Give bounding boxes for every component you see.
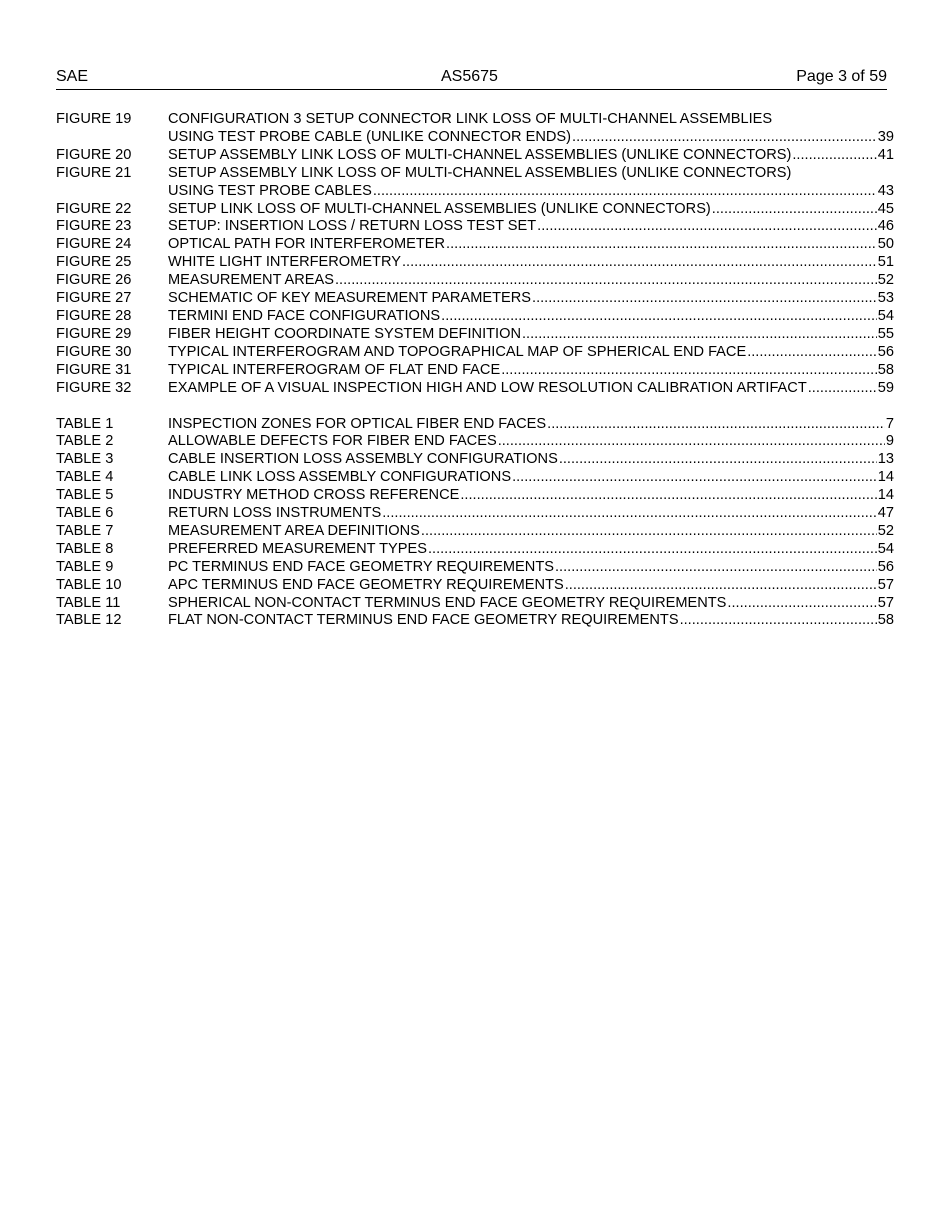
table-entry-label: TABLE 9 — [56, 558, 114, 575]
table-entry-page-number: 14 — [877, 469, 894, 486]
dot-leader — [572, 129, 877, 147]
figure-entry-page-number: 50 — [877, 236, 894, 253]
table-entry-label: TABLE 2 — [56, 433, 114, 450]
dot-leader — [335, 272, 877, 290]
figure-entry[interactable] — [56, 147, 894, 165]
table-entry[interactable] — [56, 451, 894, 469]
header-org: SAE — [56, 68, 89, 85]
figure-entry-title: SETUP: INSERTION LOSS / RETURN LOSS TEST SET — [168, 218, 537, 235]
table-entry-page-number: 58 — [877, 612, 894, 629]
table-entry-page-number: 57 — [877, 594, 894, 611]
figure-entry-page-number: 43 — [877, 182, 894, 199]
figure-entry-page-number: 54 — [877, 307, 894, 324]
table-entry-label: TABLE 6 — [56, 505, 114, 522]
figure-entry-title: MEASUREMENT AREAS — [168, 272, 334, 289]
figure-entry-title: TERMINI END FACE CONFIGURATIONS — [168, 307, 441, 324]
table-entry-title: SPHERICAL NON-CONTACT TERMINUS END FACE GEOMETRY REQUIREMENTS — [168, 594, 727, 611]
figure-entry-label: FIGURE 32 — [56, 379, 132, 396]
figure-entry-title: TYPICAL INTERFEROGRAM OF FLAT END FACE — [168, 361, 501, 378]
figure-entry-title: OPTICAL PATH FOR INTERFEROMETER — [168, 236, 446, 253]
figure-entry-label: FIGURE 26 — [56, 272, 132, 289]
table-entry-page-number: 13 — [877, 451, 894, 468]
table-entry[interactable] — [56, 559, 894, 577]
dot-leader — [712, 201, 877, 219]
dot-leader — [498, 433, 885, 451]
figure-entry-title: TYPICAL INTERFEROGRAM AND TOPOGRAPHICAL MAP OF SPHERICAL END FACE — [168, 343, 747, 360]
table-entry[interactable] — [56, 541, 894, 559]
figure-entry[interactable] — [56, 326, 894, 344]
figure-entry[interactable] — [56, 380, 894, 398]
table-entry-title: MEASUREMENT AREA DEFINITIONS — [168, 522, 420, 539]
table-entry[interactable] — [56, 505, 894, 523]
figure-entry[interactable] — [56, 201, 894, 219]
figure-entry-label: FIGURE 21 — [56, 164, 132, 181]
table-entry-label: TABLE 5 — [56, 487, 114, 504]
dot-leader — [792, 147, 876, 165]
figure-entry-label: FIGURE 23 — [56, 218, 132, 235]
table-entry[interactable] — [56, 433, 894, 451]
table-entry-title: CABLE LINK LOSS ASSEMBLY CONFIGURATIONS — [168, 469, 512, 486]
dot-leader — [537, 218, 877, 236]
dot-leader — [428, 541, 877, 559]
figure-entry-label: FIGURE 22 — [56, 200, 132, 217]
table-entry-title: INSPECTION ZONES FOR OPTICAL FIBER END FACES — [168, 415, 547, 432]
figure-entry-label: FIGURE 30 — [56, 343, 132, 360]
header-page-number: Page 3 of 59 — [796, 68, 887, 85]
figure-entry[interactable] — [56, 308, 894, 326]
figure-entry[interactable] — [56, 254, 894, 272]
table-entry-title: APC TERMINUS END FACE GEOMETRY REQUIREMENTS — [168, 576, 564, 593]
table-entry-title: PREFERRED MEASUREMENT TYPES — [168, 540, 427, 557]
table-entry-label: TABLE 4 — [56, 469, 114, 486]
table-entry[interactable] — [56, 595, 894, 613]
figure-entry-page-number: 58 — [877, 361, 894, 378]
dot-leader — [373, 183, 877, 201]
dot-leader — [501, 362, 877, 380]
figure-entry[interactable] — [56, 344, 894, 362]
dot-leader — [555, 559, 877, 577]
dot-leader — [441, 308, 877, 326]
table-entry-label: TABLE 1 — [56, 415, 114, 432]
dot-leader — [747, 344, 877, 362]
figure-entry-page-number: 56 — [877, 343, 894, 360]
dot-leader — [421, 523, 877, 541]
figure-entry-title: WHITE LIGHT INTERFEROMETRY — [168, 254, 401, 271]
table-entry[interactable] — [56, 469, 894, 487]
table-entry-page-number: 52 — [877, 522, 894, 539]
table-entry-title: INDUSTRY METHOD CROSS REFERENCE — [168, 487, 460, 504]
figure-entry[interactable] — [56, 290, 894, 308]
table-entry-page-number: 47 — [877, 505, 894, 522]
table-entry-page-number: 56 — [877, 558, 894, 575]
figure-entry-page-number: 39 — [877, 128, 894, 145]
figure-entry-title: SETUP LINK LOSS OF MULTI-CHANNEL ASSEMBLIES (UNLIKE CONNECTORS) — [168, 200, 711, 217]
figure-entry[interactable] — [56, 236, 894, 254]
section-spacer — [56, 398, 894, 416]
figure-entry-label: FIGURE 31 — [56, 361, 132, 378]
table-entry-title: RETURN LOSS INSTRUMENTS — [168, 505, 382, 522]
table-entry-title: CABLE INSERTION LOSS ASSEMBLY CONFIGURATIONS — [168, 451, 558, 468]
figure-entry-page-number: 52 — [877, 272, 894, 289]
figure-entry[interactable] — [56, 218, 894, 236]
table-entry-label: TABLE 7 — [56, 522, 114, 539]
dot-leader — [512, 469, 877, 487]
figure-entry-page-number: 51 — [877, 254, 894, 271]
table-entry-page-number: 54 — [877, 540, 894, 557]
figure-entry-title: SETUP ASSEMBLY LINK LOSS OF MULTI-CHANNEL ASSEMBLIES (UNLIKE CONNECTORS) — [168, 146, 792, 163]
figure-entry-label: FIGURE 28 — [56, 307, 132, 324]
dot-leader — [382, 505, 877, 523]
figure-entry-title: FIBER HEIGHT COORDINATE SYSTEM DEFINITION — [168, 325, 521, 342]
table-entry[interactable] — [56, 416, 894, 434]
dot-leader — [727, 595, 876, 613]
dot-leader — [522, 326, 877, 344]
dot-leader — [547, 416, 885, 434]
table-entry[interactable] — [56, 487, 894, 505]
list-of-figures-and-tables — [56, 111, 894, 630]
table-entry-label: TABLE 3 — [56, 451, 114, 468]
figure-entry-page-number: 53 — [877, 290, 894, 307]
table-entry[interactable] — [56, 577, 894, 595]
table-entry-label: TABLE 10 — [56, 576, 122, 593]
figure-entry[interactable] — [56, 272, 894, 290]
dot-leader — [559, 451, 877, 469]
figure-entry-label: FIGURE 24 — [56, 236, 132, 253]
dot-leader — [446, 236, 877, 254]
table-entry-page-number: 9 — [885, 433, 894, 450]
table-entry-page-number: 57 — [877, 576, 894, 593]
figure-entry-title: USING TEST PROBE CABLE (UNLIKE CONNECTOR ENDS) — [168, 128, 572, 145]
figure-entry-page-number: 45 — [877, 200, 894, 217]
figure-entry-page-number: 41 — [877, 146, 894, 163]
figure-entry-label: FIGURE 20 — [56, 146, 132, 163]
table-entry-label: TABLE 11 — [56, 594, 121, 611]
figure-entry-title: SCHEMATIC OF KEY MEASUREMENT PARAMETERS — [168, 290, 532, 307]
dot-leader — [460, 487, 876, 505]
dot-leader — [532, 290, 877, 308]
table-entry-title: ALLOWABLE DEFECTS FOR FIBER END FACES — [168, 433, 497, 450]
figure-entry[interactable] — [56, 111, 894, 147]
figure-entry-title-line: CONFIGURATION 3 SETUP CONNECTOR LINK LOSS OF MULTI-CHANNEL ASSEMBLIES — [168, 111, 773, 127]
figure-entry-label: FIGURE 25 — [56, 254, 132, 271]
figure-entry-title: USING TEST PROBE CABLES — [168, 182, 372, 199]
figure-entry[interactable] — [56, 362, 894, 380]
table-entry-label: TABLE 12 — [56, 612, 122, 629]
dot-leader — [402, 254, 877, 272]
page-header — [56, 68, 887, 90]
figure-entry-page-number: 46 — [877, 218, 894, 235]
figure-entry-page-number: 59 — [877, 379, 894, 396]
tables-list — [56, 416, 894, 631]
table-entry[interactable] — [56, 612, 894, 630]
figure-entry-label: FIGURE 29 — [56, 325, 132, 342]
figure-entry-page-number: 55 — [877, 325, 894, 342]
dot-leader — [680, 612, 877, 630]
figure-entry-title: EXAMPLE OF A VISUAL INSPECTION HIGH AND LOW RESOLUTION CALIBRATION ARTIFACT — [168, 379, 807, 396]
table-entry-title: PC TERMINUS END FACE GEOMETRY REQUIREMENTS — [168, 558, 554, 575]
table-entry-title: FLAT NON-CONTACT TERMINUS END FACE GEOMETRY REQUIREMENTS — [168, 612, 679, 629]
figure-entry-label: FIGURE 27 — [56, 290, 132, 307]
dot-leader — [565, 577, 877, 595]
table-entry-label: TABLE 8 — [56, 540, 114, 557]
table-entry-page-number: 14 — [877, 487, 894, 504]
header-doc-number: AS5675 — [441, 68, 498, 85]
figure-entry-label: FIGURE 19 — [56, 111, 132, 127]
figure-entry-title-line: SETUP ASSEMBLY LINK LOSS OF MULTI-CHANNEL ASSEMBLIES (UNLIKE CONNECTORS) — [168, 164, 792, 181]
table-entry-page-number: 7 — [885, 415, 894, 432]
figure-entry[interactable] — [56, 165, 894, 201]
figures-list — [56, 111, 894, 398]
table-entry[interactable] — [56, 523, 894, 541]
dot-leader — [808, 380, 877, 398]
